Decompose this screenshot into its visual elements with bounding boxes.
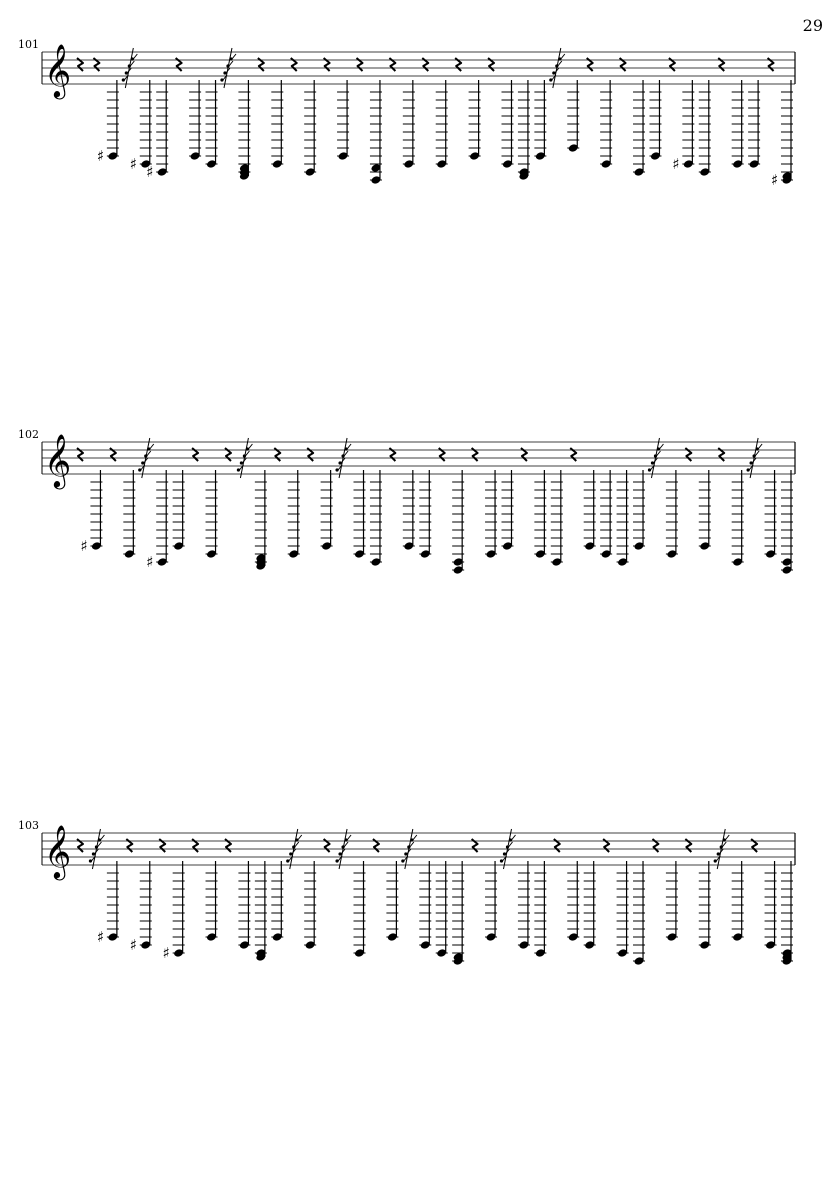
note-chord	[419, 861, 431, 950]
note-chord	[354, 861, 366, 958]
note-chord	[765, 861, 777, 950]
note-chord	[436, 80, 448, 169]
sharp-accidental: ♯	[146, 163, 154, 181]
staff-system-102	[0, 390, 835, 790]
note-chord	[238, 861, 250, 950]
note-chord	[633, 861, 645, 966]
rest-flag	[100, 835, 104, 840]
note-chord	[518, 80, 530, 181]
note-chord	[600, 80, 612, 169]
note-chord	[633, 80, 645, 177]
note-chord	[567, 861, 579, 942]
note-chord	[649, 80, 661, 161]
note-chord	[452, 861, 464, 966]
sharp-accidental: ♯	[771, 171, 779, 189]
note-chord	[337, 80, 349, 161]
note-chord	[584, 470, 596, 551]
rest-flag	[413, 835, 417, 840]
note-chord	[189, 80, 201, 161]
note-chord	[419, 470, 431, 559]
page-number: 29	[802, 16, 823, 35]
rest-flag	[298, 835, 302, 840]
rest-flag	[758, 444, 762, 449]
note-chord	[501, 80, 513, 169]
note-chord	[748, 80, 760, 169]
staff-system-103	[0, 781, 835, 1181]
rest-flag	[232, 54, 236, 59]
note-chord	[97, 80, 119, 165]
note-chord	[699, 861, 711, 950]
note-chord	[771, 80, 793, 189]
note-chord	[672, 80, 694, 173]
measure-number: 102	[18, 428, 39, 441]
note-chord	[370, 470, 382, 567]
note-chord	[518, 861, 530, 950]
staff-system-101	[0, 0, 835, 400]
note-chord	[304, 861, 316, 950]
treble-clef: 𝄞	[44, 43, 72, 97]
treble-clef: 𝄞	[44, 433, 72, 487]
note-chord	[485, 861, 497, 942]
note-chord	[732, 470, 744, 567]
note-chord	[386, 861, 398, 942]
note-chord	[238, 80, 250, 181]
sharp-accidental: ♯	[146, 553, 154, 571]
rest-flag	[511, 835, 515, 840]
measure-number: 103	[18, 819, 39, 832]
sharp-accidental: ♯	[162, 944, 170, 962]
measure-number: 101	[18, 38, 39, 51]
note-chord	[534, 80, 546, 161]
note-chord	[781, 470, 793, 575]
note-chord	[666, 470, 678, 559]
note-chord	[163, 861, 185, 962]
note-chord	[206, 80, 218, 169]
note-chord	[534, 470, 546, 559]
note-chord	[403, 470, 415, 551]
note-chord	[123, 470, 135, 559]
note-chord	[501, 470, 513, 551]
note-chord	[321, 470, 333, 551]
rest-flag	[150, 444, 154, 449]
rest-flag	[347, 835, 351, 840]
note-chord	[732, 80, 744, 169]
note-chord	[146, 470, 168, 571]
note-chord	[485, 470, 497, 559]
note-chord	[781, 861, 793, 966]
note-chord	[80, 470, 102, 555]
sharp-accidental: ♯	[129, 155, 138, 173]
note-chord	[633, 470, 645, 551]
note-chord	[403, 80, 415, 169]
note-chord	[436, 861, 448, 958]
note-chord	[255, 470, 267, 571]
note-chord	[288, 470, 300, 559]
note-chord	[130, 80, 152, 173]
note-chord	[97, 861, 119, 946]
note-chord	[452, 470, 464, 575]
rest-flag	[347, 444, 351, 449]
note-chord	[271, 861, 283, 942]
sharp-accidental: ♯	[96, 147, 105, 165]
note-chord	[304, 80, 316, 177]
treble-clef: 𝄞	[44, 824, 72, 878]
note-chord	[567, 80, 579, 153]
rest-flag	[248, 444, 252, 449]
note-chord	[617, 861, 629, 958]
note-chord	[617, 470, 629, 567]
note-chord	[206, 861, 218, 942]
note-chord	[765, 470, 777, 559]
note-chord	[354, 470, 366, 559]
note-chord	[173, 470, 185, 551]
note-chord	[551, 470, 563, 567]
rest-flag	[561, 54, 565, 59]
note-chord	[666, 861, 678, 942]
rest-flag	[725, 835, 729, 840]
sharp-accidental: ♯	[80, 537, 88, 555]
rest-flag	[659, 444, 663, 449]
sharp-accidental: ♯	[129, 936, 138, 954]
note-chord	[732, 861, 744, 942]
note-chord	[206, 470, 218, 559]
note-chord	[584, 861, 596, 950]
note-chord	[534, 861, 546, 958]
note-chord	[469, 80, 481, 161]
note-chord	[255, 861, 267, 962]
sharp-accidental: ♯	[96, 928, 105, 946]
rest-flag	[133, 54, 137, 59]
note-chord	[699, 470, 711, 551]
note-chord	[370, 80, 382, 185]
sharp-accidental: ♯	[672, 155, 680, 173]
note-chord	[600, 470, 612, 559]
note-chord	[271, 80, 283, 169]
note-chord	[699, 80, 711, 177]
note-chord	[130, 861, 152, 954]
